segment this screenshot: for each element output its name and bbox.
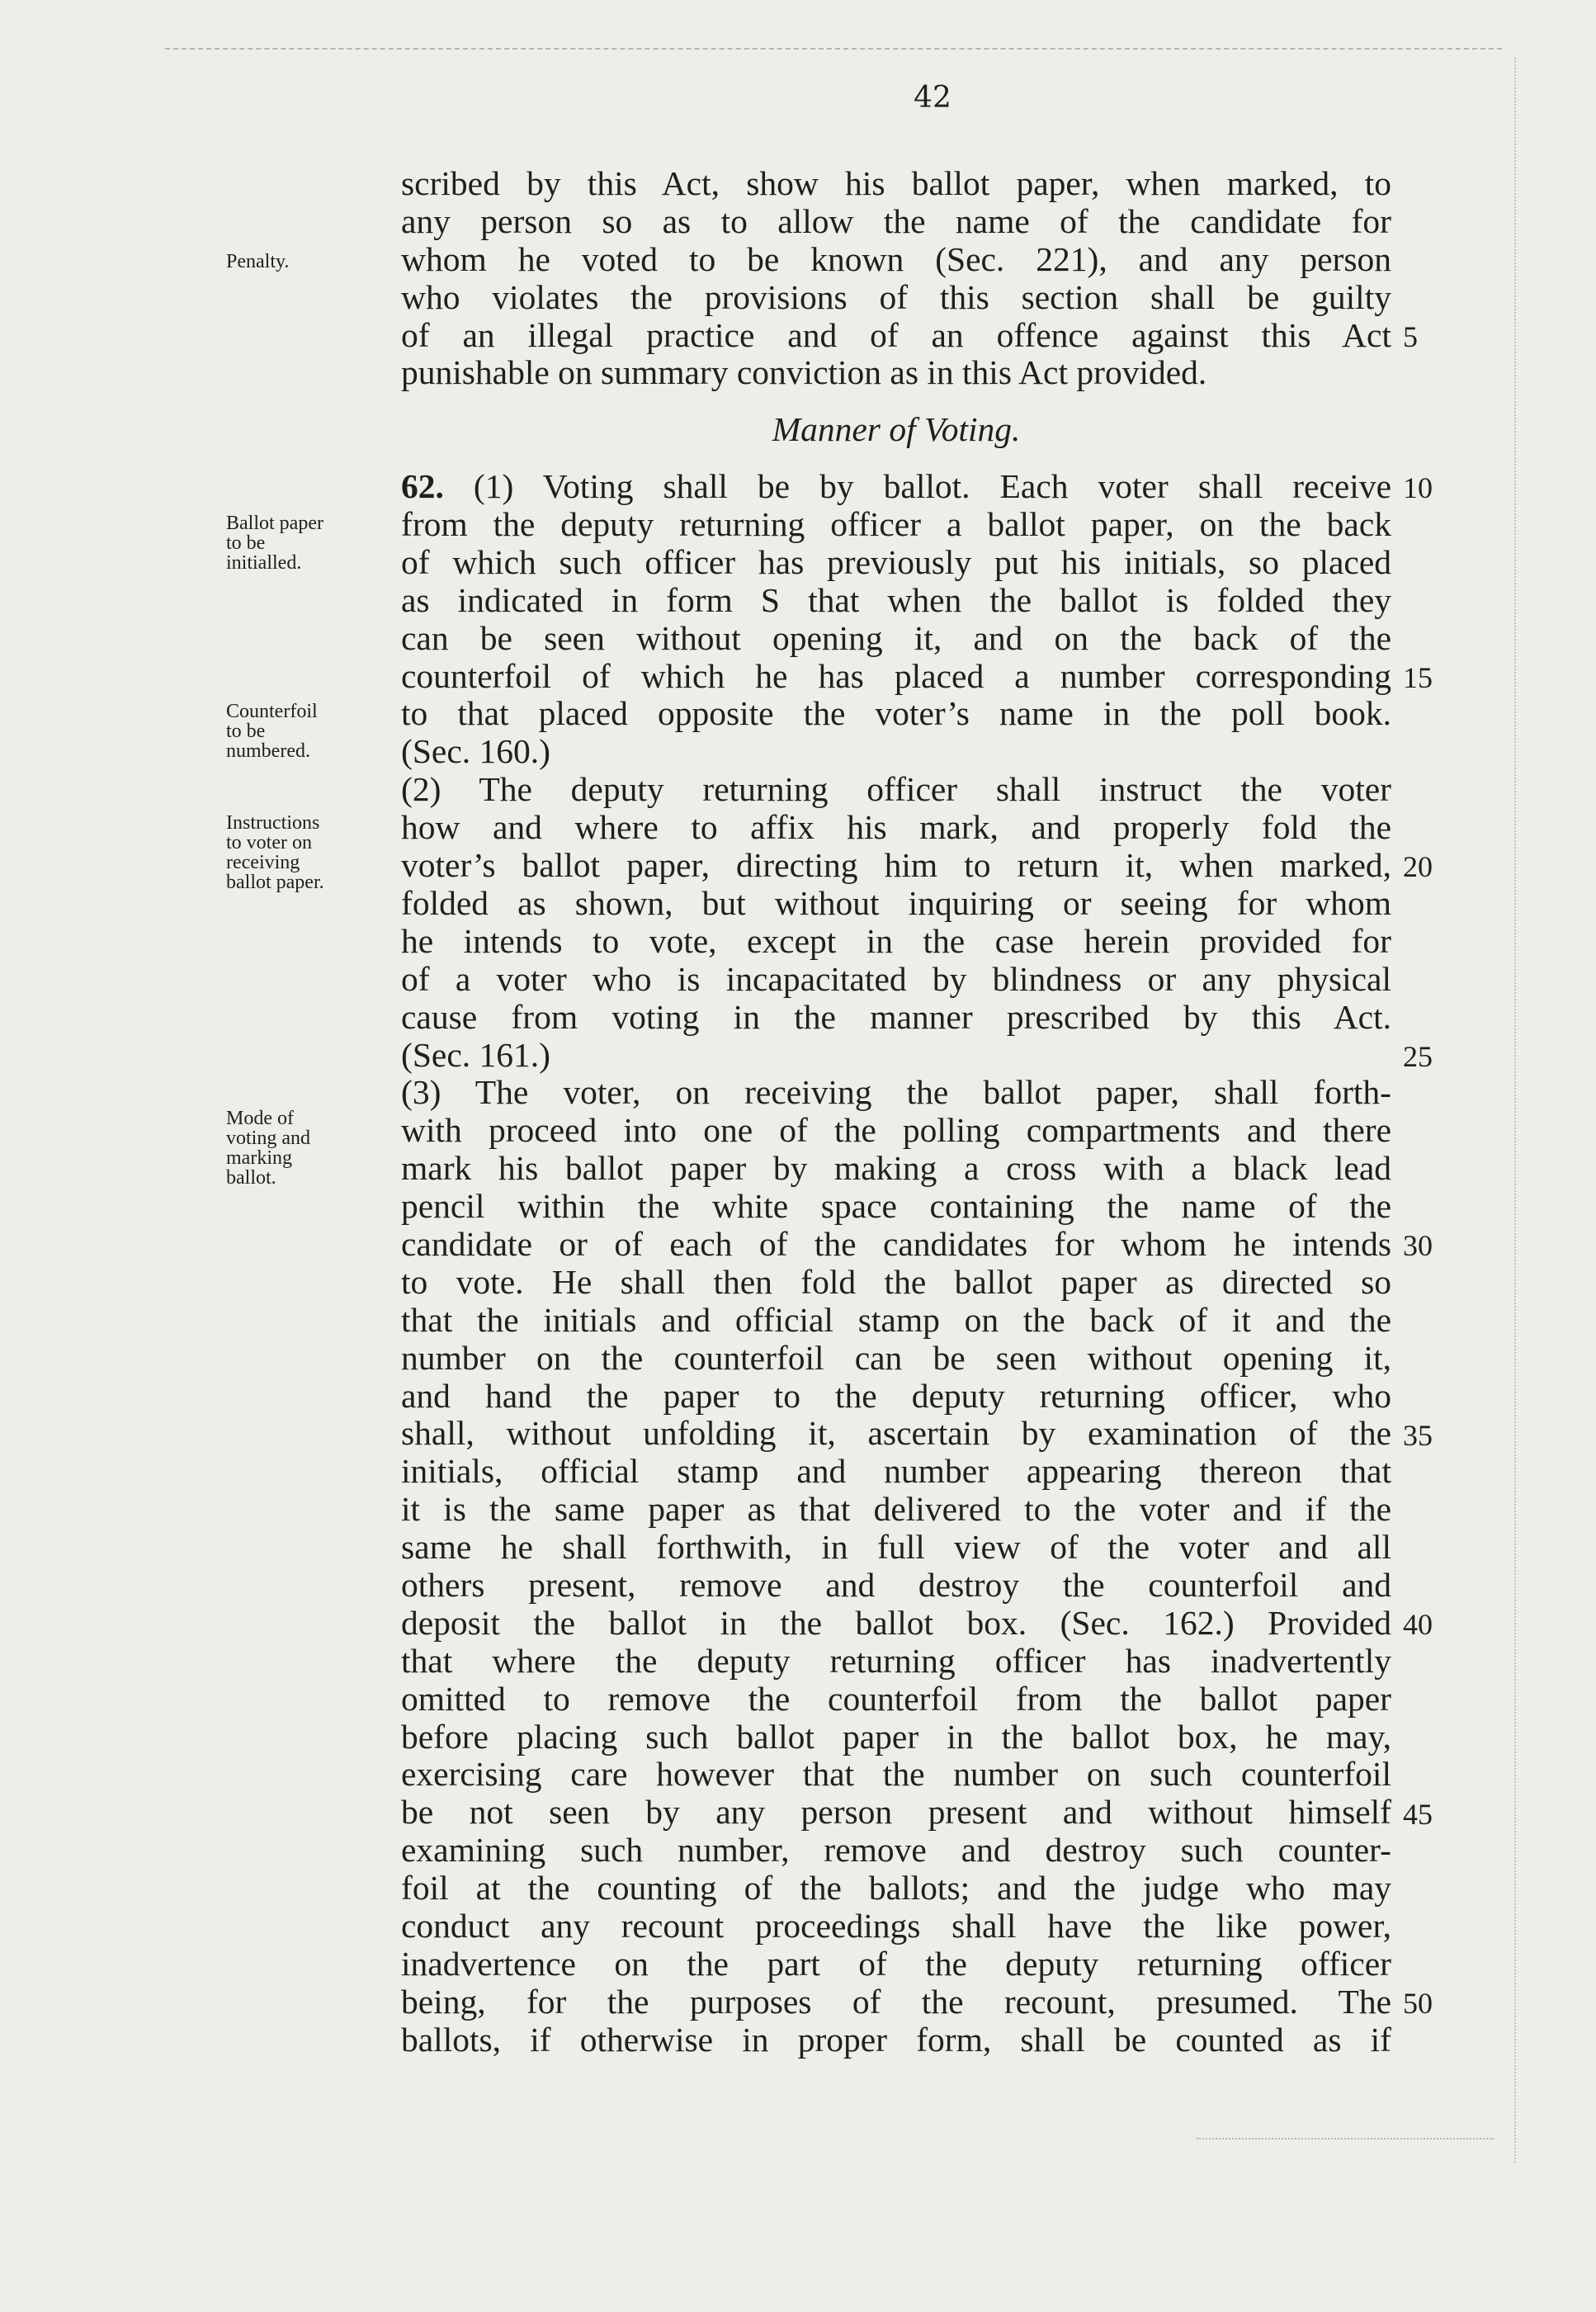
body-text bbox=[401, 165, 1391, 2059]
text-line: foil at the counting of the ballots; and the judge who may bbox=[401, 1869, 1391, 1908]
text-line: that the initials and official stamp on the back of it and the bbox=[401, 1300, 1391, 1339]
text-line: any person so as to allow the name of the candidate for bbox=[401, 201, 1391, 240]
text-line: exercising care however that the number on such counterfoil bbox=[401, 1755, 1391, 1794]
text-line: pencil within the white space containing the name of the bbox=[401, 1187, 1391, 1226]
text-line: (Sec. 160.) bbox=[401, 732, 550, 771]
text-line: (3) The voter, on receiving the ballot paper, shall forth- bbox=[401, 1073, 1391, 1112]
line-number: 40 bbox=[1403, 1608, 1433, 1642]
line-number: 30 bbox=[1403, 1229, 1433, 1263]
text-line: mark his ballot paper by making a cross with a black lead bbox=[401, 1149, 1391, 1188]
text-line: of a voter who is incapacitated by blindness or any physical bbox=[401, 959, 1391, 998]
text-line: candidate or of each of the candidates for whom he intends bbox=[401, 1224, 1391, 1263]
line-number: 50 bbox=[1403, 1987, 1433, 2021]
intro-paragraph bbox=[401, 165, 1391, 392]
text-line: being, for the purposes of the recount, presumed. The bbox=[401, 1982, 1391, 2021]
text-line: omitted to remove the counterfoil from the ballot paper bbox=[401, 1679, 1391, 1718]
section-number: 62. bbox=[401, 467, 444, 506]
text-line: before placing such ballot paper in the ballot box, he may, bbox=[401, 1717, 1391, 1756]
text-line: whom he voted to be known (Sec. 221), and any person bbox=[401, 239, 1391, 278]
margin-note-line: ballot paper. bbox=[226, 872, 324, 893]
text-line: folded as shown, but without inquiring or seeing for whom bbox=[401, 883, 1391, 922]
text-line: with proceed into one of the polling compartments and there bbox=[401, 1111, 1391, 1150]
margin-note-line: initialled. bbox=[226, 552, 302, 574]
text-line: to that placed opposite the voter’s name in the poll book. bbox=[401, 694, 1391, 733]
margin-note-line: to voter on bbox=[226, 832, 312, 853]
right-edge-rule bbox=[1514, 58, 1516, 2163]
line-number: 35 bbox=[1403, 1418, 1433, 1452]
line-number: 10 bbox=[1403, 471, 1433, 505]
margin-note-line: Penalty. bbox=[226, 251, 290, 272]
margin-note-line: voting and bbox=[226, 1128, 310, 1149]
text-line: how and where to affix his mark, and properly fold the bbox=[401, 808, 1391, 847]
text-line: it is the same paper as that delivered to the voter and if the bbox=[401, 1490, 1391, 1529]
text-line: inadvertence on the part of the deputy returning officer bbox=[401, 1944, 1391, 1983]
text-line: from the deputy returning officer a ballot paper, on the back bbox=[401, 505, 1391, 544]
bottom-rule bbox=[1197, 2138, 1494, 2139]
margin-note-line: Mode of bbox=[226, 1108, 294, 1129]
text-line: shall, without unfolding it, ascertain by examination of the bbox=[401, 1414, 1391, 1453]
text-line: that where the deputy returning officer has inadvertently bbox=[401, 1641, 1391, 1680]
margin-note-line: Instructions bbox=[226, 812, 320, 834]
text-line: initials, official stamp and number appearing thereon that bbox=[401, 1452, 1391, 1491]
text-line: scribed by this Act, show his ballot paper, when marked, to bbox=[401, 164, 1391, 202]
text-line: and hand the paper to the deputy returning officer, who bbox=[401, 1376, 1391, 1415]
text-line: cause from voting in the manner prescribed by this Act. bbox=[401, 997, 1391, 1036]
margin-note-line: numbered. bbox=[226, 740, 310, 762]
line-number: 45 bbox=[1403, 1797, 1433, 1831]
text-line: of an illegal practice and of an offence against this Act bbox=[401, 315, 1391, 354]
text-line: as indicated in form S that when the ballot is folded they bbox=[401, 580, 1391, 619]
text-line: punishable on summary conviction as in this Act provided. bbox=[401, 353, 1207, 392]
text-line: be not seen by any person present and without himself bbox=[401, 1793, 1391, 1832]
margin-note bbox=[226, 813, 366, 892]
margin-note-line: to be bbox=[226, 721, 266, 742]
text-line: voter’s ballot paper, directing him to return it, when marked, bbox=[401, 846, 1391, 885]
margin-note-line: ballot. bbox=[226, 1167, 276, 1189]
text-line: others present, remove and destroy the counterfoil and bbox=[401, 1565, 1391, 1604]
text-line: same he shall forthwith, in full view of the voter and all bbox=[401, 1528, 1391, 1567]
margin-note bbox=[226, 252, 366, 272]
margin-note-line: Ballot paper bbox=[226, 513, 323, 534]
margin-note-line: marking bbox=[226, 1147, 292, 1169]
text-line: of which such officer has previously put his initials, so placed bbox=[401, 542, 1391, 581]
margin-note bbox=[226, 513, 366, 573]
margin-note bbox=[226, 702, 366, 761]
page-number: 42 bbox=[914, 81, 951, 115]
text-line: to vote. He shall then fold the ballot paper as directed so bbox=[401, 1262, 1391, 1301]
text-line: (2) The deputy returning officer shall instruct the voter bbox=[401, 770, 1391, 809]
text-line: (Sec. 161.) bbox=[401, 1035, 550, 1074]
section-62 bbox=[401, 468, 1391, 2059]
section-heading: Manner of Voting. bbox=[772, 410, 1021, 449]
section-first-line-text: (1) Voting shall be by ballot. Each voter shall receive bbox=[443, 467, 1391, 506]
text-line: deposit the ballot in the ballot box. (Sec. 162.) Provided bbox=[401, 1603, 1391, 1642]
margin-note-line: to be bbox=[226, 532, 266, 554]
text-line: who violates the provisions of this section shall be guilty bbox=[401, 277, 1391, 316]
text-line: number on the counterfoil can be seen without opening it, bbox=[401, 1338, 1391, 1377]
margin-note-line: Counterfoil bbox=[226, 701, 318, 722]
text-line: conduct any recount proceedings shall have the like power, bbox=[401, 1906, 1391, 1945]
text-line: ballots, if otherwise in proper form, shall be counted as if bbox=[401, 2020, 1391, 2059]
text-line: examining such number, remove and destroy such counter- bbox=[401, 1831, 1391, 1870]
text-line: he intends to vote, except in the case herein provided for bbox=[401, 921, 1391, 960]
top-rule bbox=[165, 48, 1502, 50]
section-first-line bbox=[401, 468, 1391, 506]
line-number: 15 bbox=[1403, 660, 1433, 694]
margin-note-line: receiving bbox=[226, 852, 300, 873]
line-number: 25 bbox=[1403, 1039, 1433, 1073]
text-line: can be seen without opening it, and on the back of the bbox=[401, 618, 1391, 657]
margin-note bbox=[226, 1109, 366, 1188]
text-line: counterfoil of which he has placed a number corresponding bbox=[401, 656, 1391, 695]
line-number: 20 bbox=[1403, 850, 1433, 884]
line-number: 5 bbox=[1403, 319, 1418, 353]
